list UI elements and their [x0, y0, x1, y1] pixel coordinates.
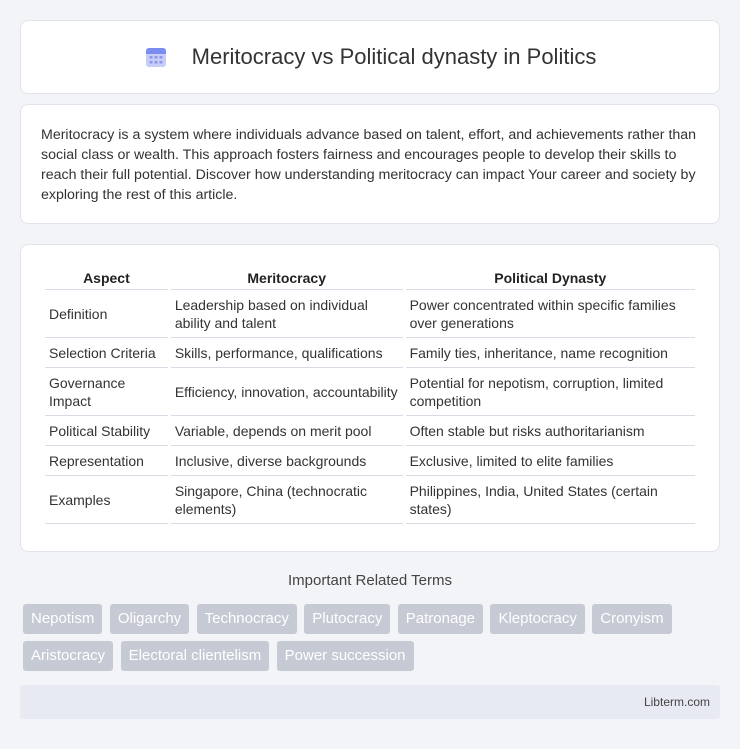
- table-header-row: [45, 265, 695, 290]
- cell-meritocracy: Skills, performance, qualifications: [171, 338, 403, 368]
- related-term-tag[interactable]: Cronyism: [592, 604, 671, 634]
- cell-meritocracy: Variable, depends on merit pool: [171, 416, 403, 446]
- cell-aspect: Representation: [45, 446, 168, 476]
- related-term-tag[interactable]: Technocracy: [197, 604, 297, 634]
- cell-aspect: Governance Impact: [45, 368, 168, 416]
- header-political-dynasty: Political Dynasty: [406, 265, 695, 290]
- cell-meritocracy: Inclusive, diverse backgrounds: [171, 446, 403, 476]
- comparison-card: [20, 244, 720, 552]
- header-aspect: Aspect: [45, 265, 168, 290]
- table-row: [45, 446, 695, 476]
- table-row: [45, 368, 695, 416]
- cell-aspect: Examples: [45, 476, 168, 524]
- related-term-tag[interactable]: Kleptocracy: [490, 604, 584, 634]
- cell-aspect: Definition: [45, 290, 168, 338]
- cell-political-dynasty: Power concentrated within specific families over generations: [406, 290, 695, 338]
- footer-site-link[interactable]: Libterm.com: [643, 695, 710, 709]
- related-terms-title: Important Related Terms: [288, 572, 452, 589]
- related-terms-list: [23, 604, 723, 678]
- cell-political-dynasty: Philippines, India, United States (certain states): [406, 476, 695, 524]
- related-term-tag[interactable]: Aristocracy: [23, 641, 113, 671]
- cell-political-dynasty: Family ties, inheritance, name recognition: [406, 338, 695, 368]
- related-term-tag[interactable]: Nepotism: [23, 604, 102, 634]
- cell-political-dynasty: Often stable but risks authoritarianism: [406, 416, 695, 446]
- footer: [20, 685, 720, 719]
- intro-card: [20, 104, 720, 224]
- related-term-tag[interactable]: Plutocracy: [304, 604, 390, 634]
- cell-meritocracy: Efficiency, innovation, accountability: [171, 368, 403, 416]
- intro-text: Meritocracy is a system where individuals advance based on talent, effort, and achievements rather than social class or wealth. This approach fosters fairness and encourages people to develop their skills to reach their full potential. Discover how understanding meritocracy can impact Your career and society by exploring the rest of this article.: [41, 127, 697, 203]
- table-row: [45, 416, 695, 446]
- table-row: [45, 290, 695, 338]
- calendar-icon: [144, 45, 168, 69]
- page-title: Meritocracy vs Political dynasty in Politics: [191, 44, 597, 69]
- table-row: [45, 338, 695, 368]
- cell-meritocracy: Singapore, China (technocratic elements): [171, 476, 403, 524]
- cell-political-dynasty: Potential for nepotism, corruption, limited competition: [406, 368, 695, 416]
- cell-aspect: Political Stability: [45, 416, 168, 446]
- comparison-table: [42, 265, 698, 524]
- table-row: [45, 476, 695, 524]
- title-card: [20, 20, 720, 94]
- related-term-tag[interactable]: Oligarchy: [110, 604, 189, 634]
- cell-political-dynasty: Exclusive, limited to elite families: [406, 446, 695, 476]
- header-meritocracy: Meritocracy: [171, 265, 403, 290]
- related-term-tag[interactable]: Electoral clientelism: [121, 641, 270, 671]
- cell-meritocracy: Leadership based on individual ability and talent: [171, 290, 403, 338]
- related-term-tag[interactable]: Patronage: [398, 604, 483, 634]
- cell-aspect: Selection Criteria: [45, 338, 168, 368]
- related-term-tag[interactable]: Power succession: [277, 641, 414, 671]
